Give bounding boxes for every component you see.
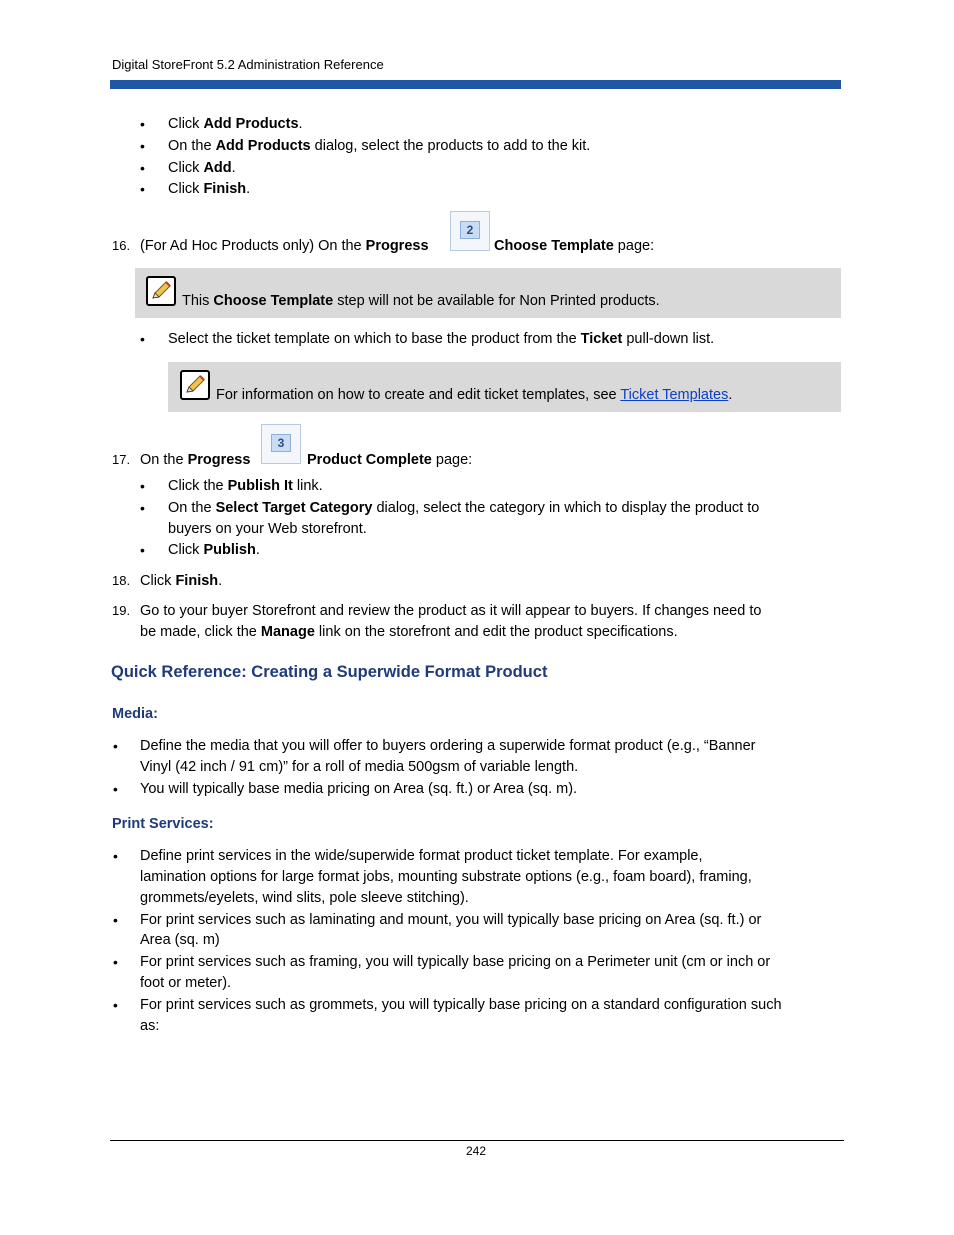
step-number: 18.	[112, 573, 131, 588]
progress-step-3-icon: 3	[261, 424, 301, 464]
bullet: •	[140, 138, 145, 154]
note-text: This Choose Template step will not be available for Non Printed products.	[182, 293, 660, 309]
note-pencil-icon	[146, 276, 176, 306]
step-16-text-end: Choose Template page:	[494, 238, 655, 254]
list-item: Click the Publish It link.	[168, 478, 323, 494]
footer-divider	[110, 1140, 844, 1141]
list-item: For print services such as grommets, you will typically base pricing on a standard configuration such	[140, 997, 782, 1013]
media-heading: Media:	[112, 706, 158, 722]
list-item: Define print services in the wide/superwide format product ticket template. For example,	[140, 848, 703, 864]
progress-step-2-icon: 2	[450, 211, 490, 251]
page-number: 242	[466, 1144, 487, 1158]
list-item-continuation: foot or meter).	[140, 975, 232, 991]
bullet: •	[113, 738, 118, 754]
print-services-heading: Print Services:	[112, 816, 214, 832]
step-19-text-line2: be made, click the Manage link on the storefront and edit the product specifications.	[140, 624, 678, 640]
list-item: On the Select Target Category dialog, select the category in which to display the product to	[168, 500, 760, 516]
step-number: 16.	[112, 238, 131, 253]
step-number: 17.	[112, 452, 131, 467]
bullet: •	[140, 331, 145, 347]
list-item: You will typically base media pricing on Area (sq. ft.) or Area (sq. m).	[140, 781, 578, 797]
section-heading: Quick Reference: Creating a Superwide Format Product	[111, 663, 548, 681]
step-19-text: Go to your buyer Storefront and review the product as it will appear to buyers. If changes need to	[140, 603, 762, 619]
bullet: •	[113, 781, 118, 797]
list-item: Click Add.	[168, 160, 236, 176]
bullet: •	[113, 848, 118, 864]
document-header-title: Digital StoreFront 5.2 Administration Reference	[112, 57, 384, 72]
list-item: Click Finish.	[168, 181, 251, 197]
list-item: Click Publish.	[168, 542, 260, 558]
step-17-text: On the Progress	[140, 452, 251, 468]
note-pencil-icon	[180, 370, 210, 400]
note-text: For information on how to create and edit ticket templates, see Ticket Templates.	[216, 387, 733, 403]
list-item-continuation: as:	[140, 1018, 160, 1034]
list-item: Click Add Products.	[168, 116, 303, 132]
bullet: •	[140, 478, 145, 494]
step-number: 19.	[112, 603, 131, 618]
step-18-text: Click Finish.	[140, 573, 223, 589]
list-item-continuation: Vinyl (42 inch / 91 cm)” for a roll of media 500gsm of variable length.	[140, 759, 579, 775]
bullet: •	[140, 116, 145, 132]
list-item-continuation: buyers on your Web storefront.	[168, 521, 367, 537]
bullet: •	[140, 181, 145, 197]
bullet: •	[113, 912, 118, 928]
header-bar	[110, 80, 841, 89]
list-item: For print services such as framing, you will typically base pricing on a Perimeter unit (cm or inch or	[140, 954, 771, 970]
list-item-continuation: lamination options for large format jobs, mounting substrate options (e.g., foam board), framing,	[140, 869, 752, 885]
step-17-text-end: Product Complete page:	[307, 452, 473, 468]
bullet: •	[140, 542, 145, 558]
bullet: •	[140, 160, 145, 176]
ticket-templates-link[interactable]: Ticket Templates	[620, 387, 729, 403]
list-item: On the Add Products dialog, select the products to add to the kit.	[168, 138, 591, 154]
step-16-text: (For Ad Hoc Products only) On the Progress	[140, 238, 429, 254]
bullet: •	[113, 954, 118, 970]
list-item-continuation: grommets/eyelets, wind slits, pole sleeve stitching).	[140, 890, 469, 906]
bullet: •	[140, 500, 145, 516]
list-item: Define the media that you will offer to buyers ordering a superwide format product (e.g., “Banner	[140, 738, 756, 754]
bullet: •	[113, 997, 118, 1013]
list-item-continuation: Area (sq. m)	[140, 932, 220, 948]
list-item: For print services such as laminating and mount, you will typically base pricing on Area (sq. ft.) or	[140, 912, 762, 928]
list-item: Select the ticket template on which to base the product from the Ticket pull-down list.	[168, 331, 715, 347]
